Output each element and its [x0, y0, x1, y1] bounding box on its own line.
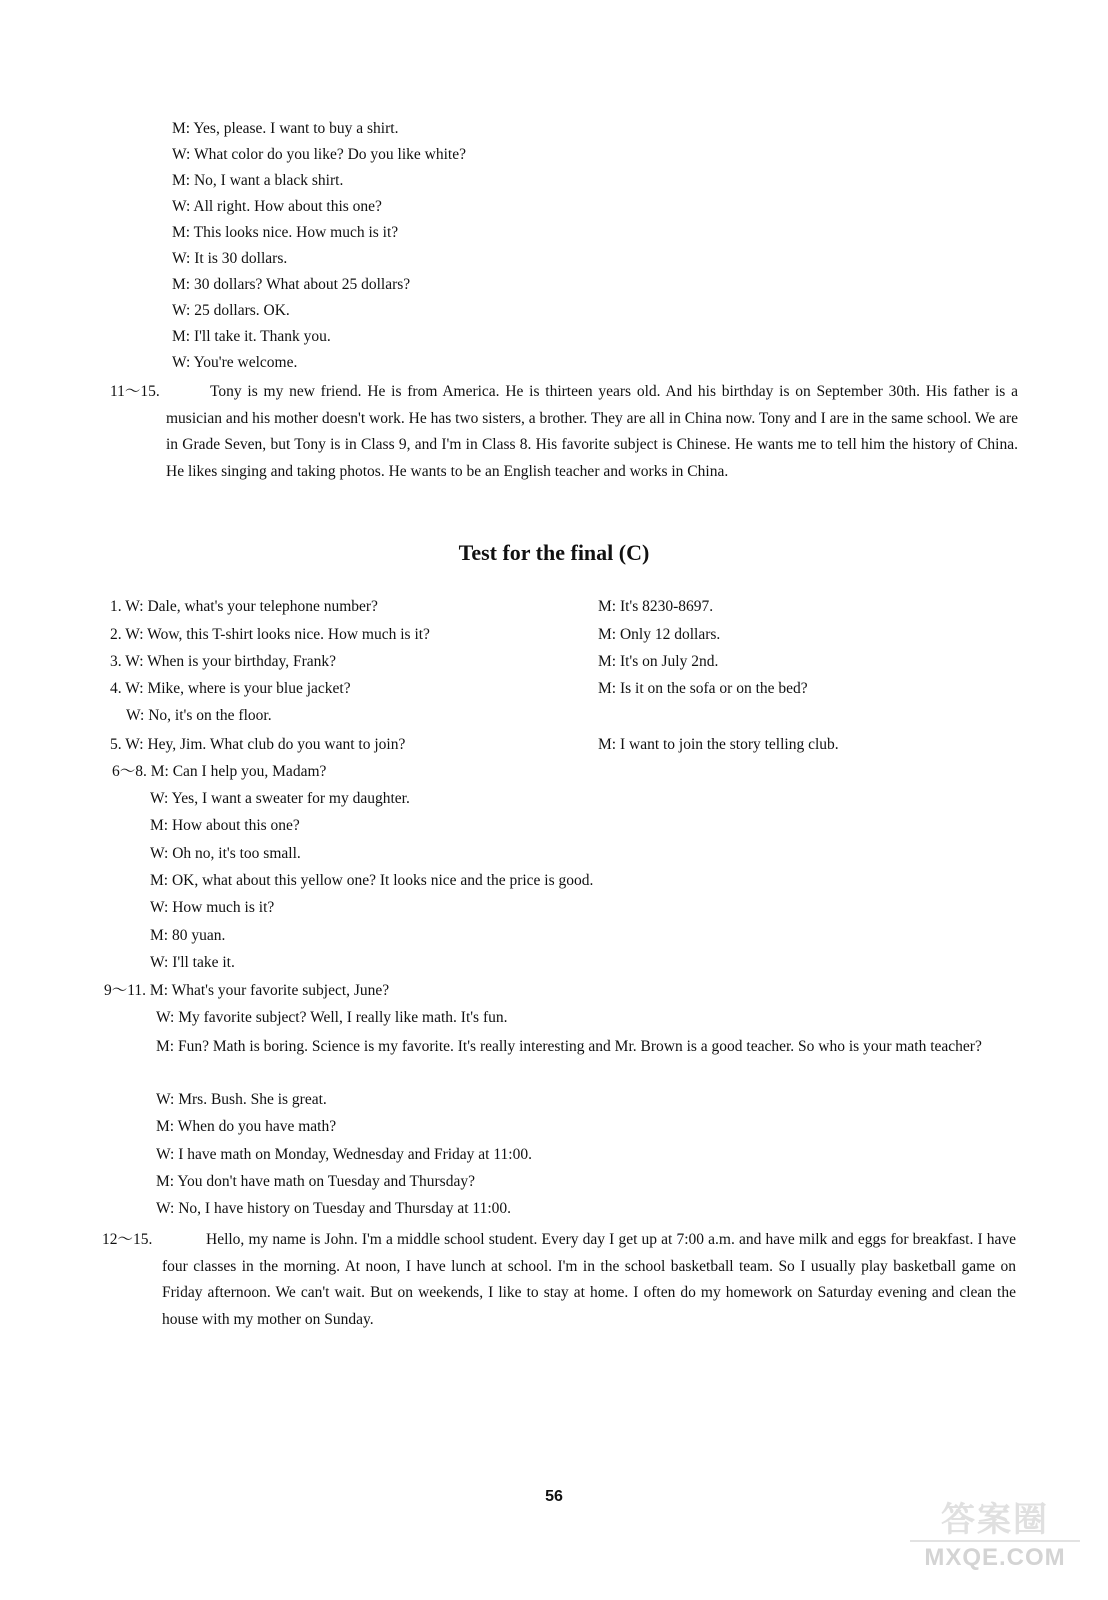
dialogue-line: M: OK, what about this yellow one? It looks nice and the price is good. — [150, 872, 594, 889]
dialogue-line: W: 25 dollars. OK. — [172, 302, 290, 319]
dialogue-line: M: I'll take it. Thank you. — [172, 328, 331, 345]
item-answer: M: Only 12 dollars. — [598, 626, 721, 643]
item-answer: M: Is it on the sofa or on the bed? — [598, 680, 808, 697]
dialogue-line: M: 30 dollars? What about 25 dollars? — [172, 276, 411, 293]
dialogue-line: 6～8. M: Can I help you, Madam? — [112, 763, 327, 780]
dialogue-line: M: This looks nice. How much is it? — [172, 224, 399, 241]
dialogue-line: W: All right. How about this one? — [172, 198, 382, 215]
item-number: 12～15. — [102, 1231, 153, 1248]
dialogue-line: 9～11. M: What's your favorite subject, June? — [104, 982, 390, 999]
passage-text: Hello, my name is John. I'm a middle school student. Every day I get up at 7:00 a.m. and have milk and eggs for breakfast. I have four classes in the morning. At noon, I have lunch at school. I'm in the school basketball team. So I usually play basketball game on Friday afternoon. We can't wait. But on weekends, I like to stay at home. I often do my homework on Saturday evening and clean the house with my mother on Sunday. — [162, 1231, 1016, 1328]
dialogue-line: M: You don't have math on Tuesday and Thursday? — [156, 1173, 475, 1190]
item-question: 5. W: Hey, Jim. What club do you want to join? — [110, 736, 406, 753]
dialogue-line: M: Yes, please. I want to buy a shirt. — [172, 120, 399, 137]
item-answer: M: I want to join the story telling club. — [598, 736, 839, 753]
item-question: 1. W: Dale, what's your telephone number? — [110, 598, 378, 615]
dialogue-line: W: No, I have history on Tuesday and Thursday at 11:00. — [156, 1200, 512, 1217]
dialogue-text: M: Fun? Math is boring. Science is my favorite. It's really interesting and Mr. Brown is a good teacher. So who is your math teacher? — [156, 1038, 982, 1055]
passage-12-15 — [102, 1227, 1016, 1333]
dialogue-line: W: Oh no, it's too small. — [150, 845, 301, 862]
item-question: 4. W: Mike, where is your blue jacket? — [110, 680, 351, 697]
item-question: 2. W: Wow, this T-shirt looks nice. How much is it? — [110, 626, 430, 643]
dialogue-long-line — [156, 1034, 1008, 1061]
item-answer: M: It's on July 2nd. — [598, 653, 719, 670]
dialogue-line: M: 80 yuan. — [150, 927, 226, 944]
dialogue-line: W: You're welcome. — [172, 354, 298, 371]
dialogue-line: W: Mrs. Bush. She is great. — [156, 1091, 327, 1108]
dialogue-line: W: Yes, I want a sweater for my daughter. — [150, 790, 410, 807]
dialogue-line: W: I'll take it. — [150, 954, 235, 971]
dialogue-line: M: How about this one? — [150, 817, 300, 834]
dialogue-line: M: When do you have math? — [156, 1118, 337, 1135]
watermark-text: 答案圈 — [910, 1500, 1080, 1542]
watermark-logo — [910, 1500, 1080, 1578]
passage-11-15 — [110, 379, 1018, 485]
dialogue-line: W: My favorite subject? Well, I really like math. It's fun. — [156, 1009, 508, 1026]
item-answer: M: It's 8230-8697. — [598, 598, 714, 615]
item-question: 3. W: When is your birthday, Frank? — [110, 653, 336, 670]
watermark-url: MXQE.COM — [924, 1544, 1066, 1571]
dialogue-line: W: It is 30 dollars. — [172, 250, 288, 267]
dialogue-line: W: What color do you like? Do you like white? — [172, 146, 466, 163]
dialogue-line: W: I have math on Monday, Wednesday and Friday at 11:00. — [156, 1146, 532, 1163]
page-number: 56 — [545, 1488, 563, 1505]
section-title: Test for the final (C) — [458, 540, 650, 565]
dialogue-line: W: How much is it? — [150, 899, 275, 916]
item-question: W: No, it's on the floor. — [126, 707, 272, 724]
passage-text: Tony is my new friend. He is from America. He is thirteen years old. And his birthday is on September 30th. His father is a musician and his mother doesn't work. He has two sisters, a brother. They are all in China now. Tony and I are in the same school. We are in Grade Seven, but Tony is in Class 9, and I'm in Class 8. His favorite subject is Chinese. He wants me to tell him the history of China. He likes singing and taking photos. He wants to be an English teacher and works in China. — [166, 383, 1018, 480]
item-number: 11～15. — [110, 383, 160, 400]
dialogue-line: M: No, I want a black shirt. — [172, 172, 344, 189]
